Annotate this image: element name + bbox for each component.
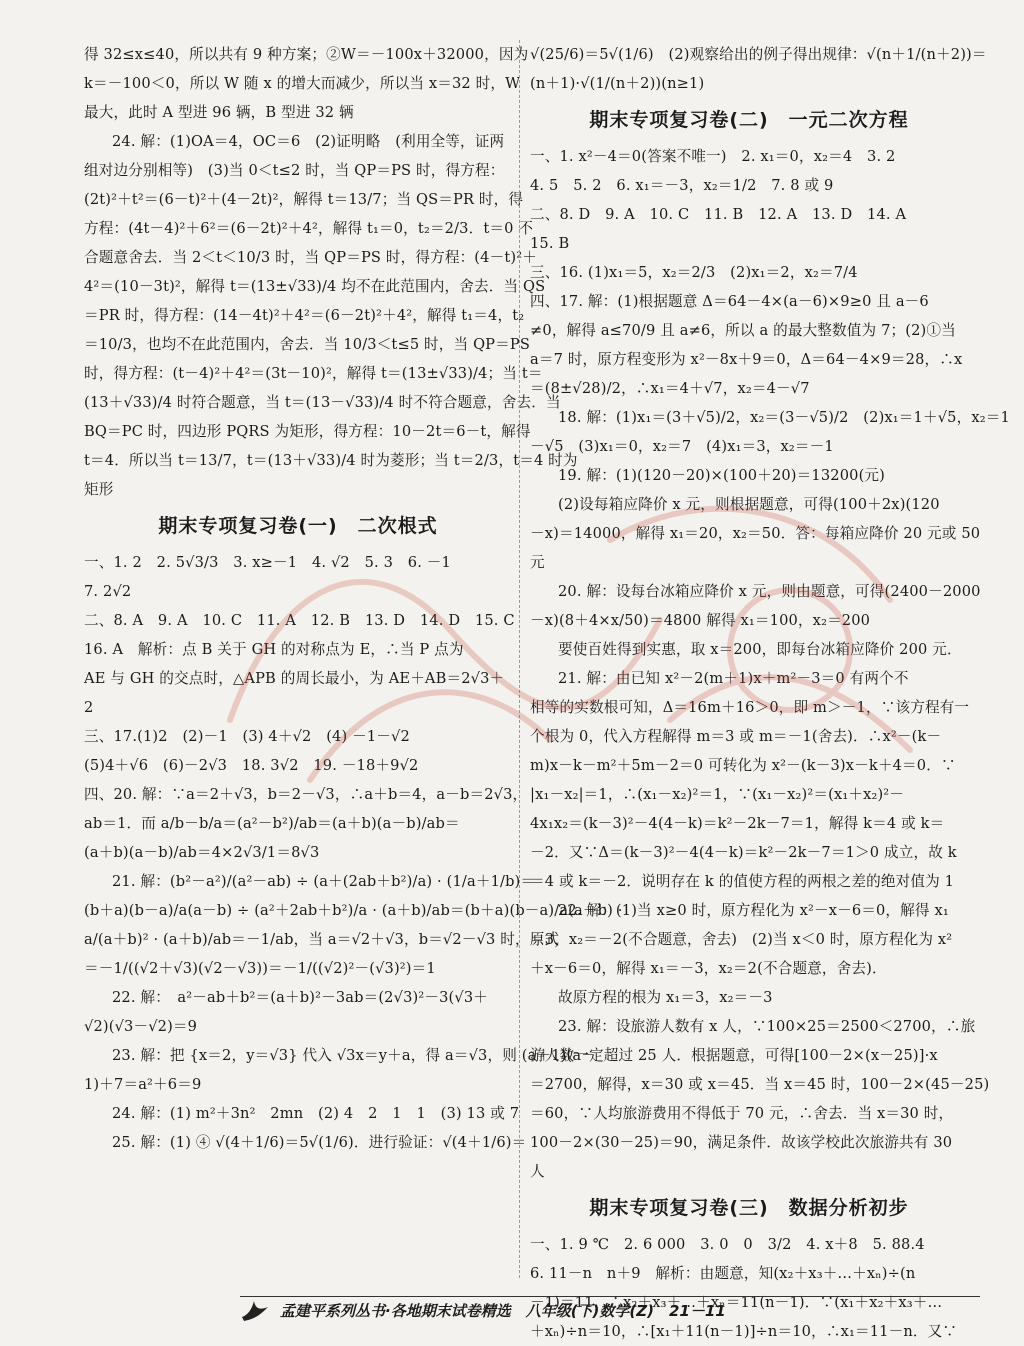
section-heading: 期末专项复习卷(一) 二次根式 — [158, 515, 438, 537]
text-line: AE 与 GH 的交点时，△APB 的周长最小，为 AE＋AB＝2√3＋ — [84, 670, 505, 687]
text-line: BQ＝PC 时，四边形 PQRS 为矩形，得方程：10－2t＝6－t，解得 — [84, 423, 531, 440]
bird-logo-icon — [240, 1297, 270, 1323]
text-line: 100－2×(30－25)＝90，满足条件．故该学校此次旅游共有 30 — [530, 1134, 953, 1151]
text-line: 24. 解：(1) m²＋3n² 2mn (2) 4 2 1 1 (3) 13 或 7 — [112, 1105, 520, 1122]
text-line: 得 32≤x≤40，所以共有 9 种方案；②W＝－100x＋32000，因为 — [84, 46, 529, 63]
text-line: t＝4．所以当 t＝13/7，t＝(13＋√33)/4 时为菱形；当 t＝2/3，t＝4 时为 — [84, 452, 578, 469]
text-line: ≠0，解得 a≤70/9 且 a≠6，所以 a 的最大整数值为 7；(2)①当 — [530, 322, 956, 339]
text-line: 故原方程的根为 x₁＝3，x₂＝－3 — [558, 989, 773, 1006]
text-line: 21. 解：由已知 x²－2(m＋1)x＋m²－3＝0 有两个不 — [558, 670, 909, 687]
text-line: 相等的实数根可知，Δ＝16m＋16＞0，即 m＞－1，∵该方程有一 — [530, 699, 970, 716]
text-line: |x₁－x₂|＝1，∴(x₁－x₂)²＝1，∵(x₁－x₂)²＝(x₁＋x₂)²－ — [530, 786, 905, 803]
text-line: (5)4＋√6 (6)－2√3 18. 3√2 19. －18＋9√2 — [84, 757, 419, 774]
text-line: 二、8. A 9. A 10. C 11. A 12. B 13. D 14. D 15. C — [84, 612, 515, 629]
section-heading: 期末专项复习卷(二) 一元二次方程 — [589, 109, 909, 131]
text-line: 22. 解：(1)当 x≥0 时，原方程化为 x²－x－6＝0，解得 x₁ — [558, 902, 949, 919]
text-line: 一、1. 2 2. 5√3/3 3. x≥－1 4. √2 5. 3 6. －1 — [84, 554, 451, 571]
text-line: 1)＋7＝a²＋6＝9 — [84, 1076, 202, 1093]
text-line: 矩形 — [84, 481, 114, 498]
text-line: (2)设每箱应降价 x 元，则根据题意，可得(100＋2x)(120 — [558, 496, 940, 513]
text-line: a＝7 时，原方程变形为 x²－8x＋9＝0，Δ＝64－4×9＝28，∴x — [530, 351, 963, 368]
text-line: 三、17.(1)2 (2)－1 (3) 4＋√2 (4) －1－√2 — [84, 728, 410, 745]
text-line: －2．又∵Δ＝(k－3)²－4(4－k)＝k²－2k－7＝1＞0 成立，故 k — [530, 844, 957, 861]
text-line: 23. 解：设旅游人数有 x 人，∵100×25＝2500＜2700，∴旅 — [558, 1018, 976, 1035]
text-line: ＝(8±√28)/2，∴x₁＝4＋√7，x₂＝4－√7 — [530, 380, 810, 397]
text-line: ＝60，∵人均旅游费用不得低于 70 元，∴舍去．当 x＝30 时， — [530, 1105, 954, 1122]
text-line: 22. 解： a²－ab＋b²＝(a＋b)²－3ab＝(2√3)²－3(√3＋ — [112, 989, 488, 1006]
text-line: 19. 解：(1)(120－20)×(100＋20)＝13200(元) — [558, 467, 885, 484]
text-line: 16. A 解析：点 B 关于 GH 的对称点为 E，∴当 P 点为 — [84, 641, 464, 658]
text-line: k＝－100＜0，所以 W 随 x 的增大而减少，所以当 x＝32 时，W — [84, 75, 521, 92]
text-line: 人 — [530, 1163, 545, 1180]
page-footer — [240, 1296, 980, 1324]
text-line: ＝2700，解得，x＝30 或 x＝45．当 x＝45 时，100－2×(45－25) — [530, 1076, 990, 1093]
text-line: ＝10/3，也均不在此范围内，舍去．当 10/3＜t≤5 时，当 QP＝PS — [84, 336, 531, 353]
text-line: 四、17. 解：(1)根据题意 Δ＝64－4×(a－6)×9≥0 且 a－6 — [530, 293, 929, 310]
text-line: －x)＝14000，解得 x₁＝20，x₂＝50．答：每箱应降价 20 元或 50 — [530, 525, 981, 542]
text-line: 25. 解：(1) ④ √(4＋1/6)＝5√(1/6)．进行验证：√(4＋1/6)＝ — [112, 1134, 527, 1151]
text-line: ＝PR 时，得方程：(14－4t)²＋4²＝(6－2t)²＋4²，解得 t₁＝4，t₂ — [84, 307, 525, 324]
text-line: √(25/6)＝5√(1/6) (2)观察给出的例子得出规律：√(n＋1/(n＋2))＝ — [530, 46, 987, 63]
right-column — [530, 40, 1010, 1346]
text-line: 2 — [84, 699, 94, 716]
text-line: ab＝1．而 a/b－b/a＝(a²－b²)/ab＝(a＋b)(a－b)/ab＝ — [84, 815, 460, 832]
text-line: 23. 解：把 {x＝2，y＝√3} 代入 √3x＝y＋a，得 a＝√3，则 (a＋1)(a－ — [112, 1047, 596, 1064]
text-line: m)x－k－m²＋5m－2＝0 可转化为 x²－(k－3)x－k＋4＝0．∵ — [530, 757, 956, 774]
text-line: ＋xₙ)÷n＝10，∴[x₁＋11(n－1)]÷n＝10，∴x₁＝11－n．又∵ — [530, 1323, 958, 1340]
footer-text: 孟建平系列丛书·各地期末试卷精选 八年级(下)数学(Z) 21－11 — [280, 1301, 726, 1320]
text-line: －√5 (3)x₁＝0，x₂＝7 (4)x₁＝3，x₂＝－1 — [530, 438, 834, 455]
text-line: 方程：(4t－4)²＋6²＝(6－2t)²＋4²，解得 t₁＝0，t₂＝2/3．t＝0 不 — [84, 220, 534, 237]
text-line: 四、20. 解：∵a＝2＋√3，b＝2－√3，∴a＋b＝4，a－b＝2√3， — [84, 786, 528, 803]
text-line: 个根为 0，代入方程解得 m＝3 或 m＝－1(舍去)．∴x²－(k－ — [530, 728, 942, 745]
text-line: 元 — [530, 554, 545, 571]
text-line: 组对边分别相等) (3)当 0＜t≤2 时，当 QP＝PS 时，得方程： — [84, 162, 505, 179]
text-line: (n＋1)·√(1/(n＋2))(n≥1) — [530, 75, 705, 92]
text-line: (13＋√33)/4 时符合题意，当 t＝(13－√33)/4 时不符合题意，舍去．当 — [84, 394, 561, 411]
text-line: 4. 5 5. 2 6. x₁＝－3，x₂＝1/2 7. 8 或 9 — [530, 177, 834, 194]
text-line: 7. 2√2 — [84, 583, 132, 600]
text-line: 4x₁x₂＝(k－3)²－4(4－k)＝k²－2k－7＝1，解得 k＝4 或 k＝ — [530, 815, 945, 832]
text-line: a/(a＋b)² · (a＋b)/ab＝－1/ab，当 a＝√2＋√3，b＝√2－√3 时，原式 — [84, 931, 560, 948]
text-line: 时，得方程：(t－4)²＋4²＝(3t－10)²，解得 t＝(13±√33)/4；当 t＝ — [84, 365, 543, 382]
text-line: －1)＝11，∴x₂＋x₃＋…＋xₙ＝11(n－1)．∵(x₁＋x₂＋x₃＋… — [530, 1294, 943, 1311]
text-line: ＋x－6＝0，解得 x₁＝－3，x₂＝2(不合题意，舍去)． — [530, 960, 887, 977]
column-divider — [519, 40, 520, 1278]
text-line: 三、16. (1)x₁＝5，x₂＝2/3 (2)x₁＝2，x₂＝7/4 — [530, 264, 858, 281]
text-line: 一、1. 9 ℃ 2. 6 000 3. 0 0 3/2 4. x＋8 5. 88.4 — [530, 1236, 925, 1253]
text-line: (b＋a)(b－a)/a(a－b) ÷ (a²＋2ab＋b²)/a · (a＋b)/ab＝(b＋a)(b－a)/a(a－b) · — [84, 902, 623, 919]
text-line: 游人数一定超过 25 人．根据题意，可得[100－2×(x－25)]·x — [530, 1047, 938, 1064]
text-line: 最大，此时 A 型进 96 辆，B 型进 32 辆 — [84, 104, 354, 121]
text-line: 24. 解：(1)OA＝4，OC＝6 (2)证明略 (利用全等，证两 — [112, 133, 505, 150]
text-line: ＝4 或 k＝－2．说明存在 k 的值使方程的两根之差的绝对值为 1 — [530, 873, 955, 890]
text-line: 要使百姓得到实惠，取 x＝200，即每台冰箱应降价 200 元． — [558, 641, 962, 658]
text-line: ＝－1/((√2＋√3)(√2－√3))＝－1/((√2)²－(√3)²)＝1 — [84, 960, 436, 977]
text-line: √2)(√3－√2)＝9 — [84, 1018, 198, 1035]
text-line: －x)(8＋4×x/50)＝4800 解得 x₁＝100，x₂＝200 — [530, 612, 871, 629]
text-line: 15. B — [530, 235, 570, 252]
text-line: 合题意舍去．当 2＜t＜10/3 时，当 QP＝PS 时，得方程：(4－t)²＋ — [84, 249, 537, 266]
text-line: 一、1. x²－4＝0(答案不唯一) 2. x₁＝0，x₂＝4 3. 2 — [530, 148, 896, 165]
text-line: 4²＝(10－3t)²，解得 t＝(13±√33)/4 均不在此范围内，舍去．当 QS — [84, 278, 546, 295]
section-heading: 期末专项复习卷(三) 数据分析初步 — [589, 1197, 909, 1219]
text-line: 21. 解：(b²－a²)/(a²－ab) ÷ (a＋(2ab＋b²)/a) · (1/a＋1/b)＝ — [112, 873, 536, 890]
text-line: 二、8. D 9. A 10. C 11. B 12. A 13. D 14. A — [530, 206, 907, 223]
text-line: (a＋b)(a－b)/ab＝4×2√3/1＝8√3 — [84, 844, 320, 861]
text-line: 6. 11－n n＋9 解析：由题意，知(x₂＋x₃＋…＋xₙ)÷(n — [530, 1265, 916, 1282]
text-line: 20. 解：设每台冰箱应降价 x 元，则由题意，可得(2400－2000 — [558, 583, 981, 600]
text-line: ＝3，x₂＝－2(不合题意，舍去) (2)当 x＜0 时，原方程化为 x² — [530, 931, 953, 948]
text-line: 18. 解：(1)x₁＝(3＋√5)/2，x₂＝(3－√5)/2 (2)x₁＝1＋√5，x₂＝1 — [558, 409, 1010, 426]
footer-rule — [240, 1296, 980, 1297]
text-line: (2t)²＋t²＝(6－t)²＋(4－2t)²，解得 t＝13/7；当 QS＝PR 时，得 — [84, 191, 524, 208]
